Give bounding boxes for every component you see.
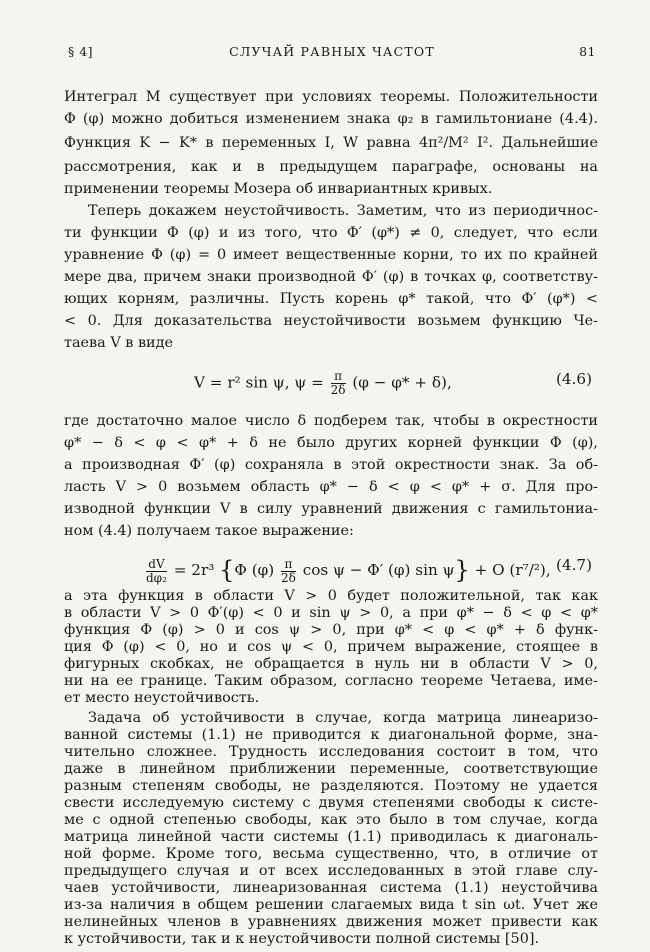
text-line: где достаточно малое число δ подберем так, чтобы в окрестности [64,413,598,429]
text-line: к устойчивости, так и к неустойчивости полной системы [50]. [64,931,540,948]
fraction [281,558,296,585]
fraction-denominator: 2δ [281,570,296,585]
text-line: предыдущего случая и от всех исследованных в этой главе слу- [64,863,598,880]
text-line: ти функции Φ (φ) и из того, что Φ′ (φ*) ≠ 0, следует, что если [64,225,598,241]
text-line: в области V > 0 Φ′(φ) < 0 и sin ψ > 0, а при φ* − δ < φ < φ* [64,604,598,621]
text-line: применении теоремы Мозера об инвариантных кривых. [64,181,493,197]
right-brace: } [454,556,470,584]
equation-part: = 2r³ [168,561,220,579]
fraction-denominator: 2δ [330,383,346,397]
fraction [331,370,346,397]
text-line: φ* − δ < φ < φ* + δ не было других корней функции Φ (φ), [64,435,598,451]
fraction [146,558,167,585]
text-line: ющих корням, различны. Пусть корень φ* такой, что Φ′ (φ*) < [64,291,598,307]
text-line: Задача об устойчивости в случае, когда матрица линеаризо- [88,710,598,727]
text-line: мере два, причем знаки производной Φ′ (φ) в точках φ, соответству- [64,269,598,285]
text-line: а производная Φ′ (φ) сохраняла в этой окрестности знак. За об- [64,457,598,473]
text-line: Φ (φ) можно добиться изменением знака φ₂ в гамильтониане (4.4). [64,111,598,127]
text-line: рассмотрения, как и в предыдущем параграфе, основаны на [64,159,598,175]
section-marker: § 4] [68,44,94,59]
text-line: ни на ее границе. Таким образом, согласно теореме Четаева, име- [64,672,598,689]
text-line: Теперь докажем неустойчивость. Заметим, что из периодичнос- [88,203,598,219]
text-line: ласть V > 0 возьмем область φ* − δ < φ < φ* + σ. Для про- [64,479,598,495]
text-line: Функция K − K* в переменных I, W равна 4π²/M² I². Дальнейшие [64,135,598,151]
text-line: матрица линейной части системы (1.1) приводилась к диагональ- [64,829,598,846]
text-line: Интеграл M существует при условиях теоремы. Положительности [64,89,598,105]
text-line: < 0. Для доказательства неустойчивости возьмем функцию Че- [64,313,598,329]
page-number: 81 [579,44,596,59]
text-line: из-за наличия в общем решении слагаемых вида t sin ωt. Учет же [64,897,598,914]
text-line: чительно сложнее. Трудность исследования состоит в том, что [64,744,598,761]
equation-part: Φ (φ) [234,561,280,579]
fraction-numerator: π [281,558,296,572]
text-line: чаев устойчивости, линеаризованная система (1.1) неустойчива [64,880,598,897]
text-line: изводной функции V в силу уравнений движения с гамильтониа- [64,501,598,517]
text-line: даже в линейном приближении переменные, соответствующие [64,761,598,778]
equation-lhs: V = r² sin ψ, ψ = [194,373,329,392]
equation-number: (4.6) [555,370,592,388]
fraction-numerator: dV [146,558,167,572]
text-line: а эта функция в области V > 0 будет положительной, так как [64,588,598,604]
equation-number: (4.7) [555,556,592,574]
equation-4-6-body [194,370,452,397]
equation-4-7-body [144,556,551,585]
equation-part: cos ψ − Φ′ (φ) sin ψ [297,561,455,579]
text-line: уравнение Φ (φ) = 0 имеет вещественные корни, то их по крайней [64,247,598,263]
text-line: функция Φ (φ) > 0 и cos ψ > 0, при φ* < φ < φ* + δ функ- [64,621,598,638]
chapter-title: СЛУЧАЙ РАВНЫХ ЧАСТОТ [229,44,435,59]
equation-rhs: (φ − φ* + δ), [347,373,452,392]
text-line: разным степеням свободы, не разделяются. Поэтому не удается [64,778,598,795]
text-line: ет место неустойчивость. [64,689,260,706]
left-brace: { [219,556,235,584]
text-line: ном (4.4) получаем такое выражение: [64,523,354,539]
text-line: ме с одной степенью свободы, как это было в том случае, когда [64,812,598,829]
equation-4-6 [64,366,598,396]
running-header [68,44,596,64]
text-line: нелинейных членов в уравнениях движения может привести как [64,914,598,931]
equation-4-7 [64,552,598,585]
text-line: таева V в виде [64,335,174,351]
fraction-numerator: π [331,370,346,384]
equation-part: + O (r⁷/²), [469,561,551,579]
text-line: ванной системы (1.1) не приводится к диагональной форме, зна- [64,727,598,744]
fraction-denominator: dφ₂ [146,570,167,585]
text-line: фигурных скобках, не обращается в нуль ни в области V > 0, [64,655,598,672]
text-line: свести исследуемую систему с двумя степенями свободы к систе- [64,795,598,812]
text-line: ной форме. Кроме того, весьма существенно, что, в отличие от [64,846,598,863]
text-line: ция Φ (φ) < 0, но и cos ψ < 0, причем выражение, стоящее в [64,638,598,655]
